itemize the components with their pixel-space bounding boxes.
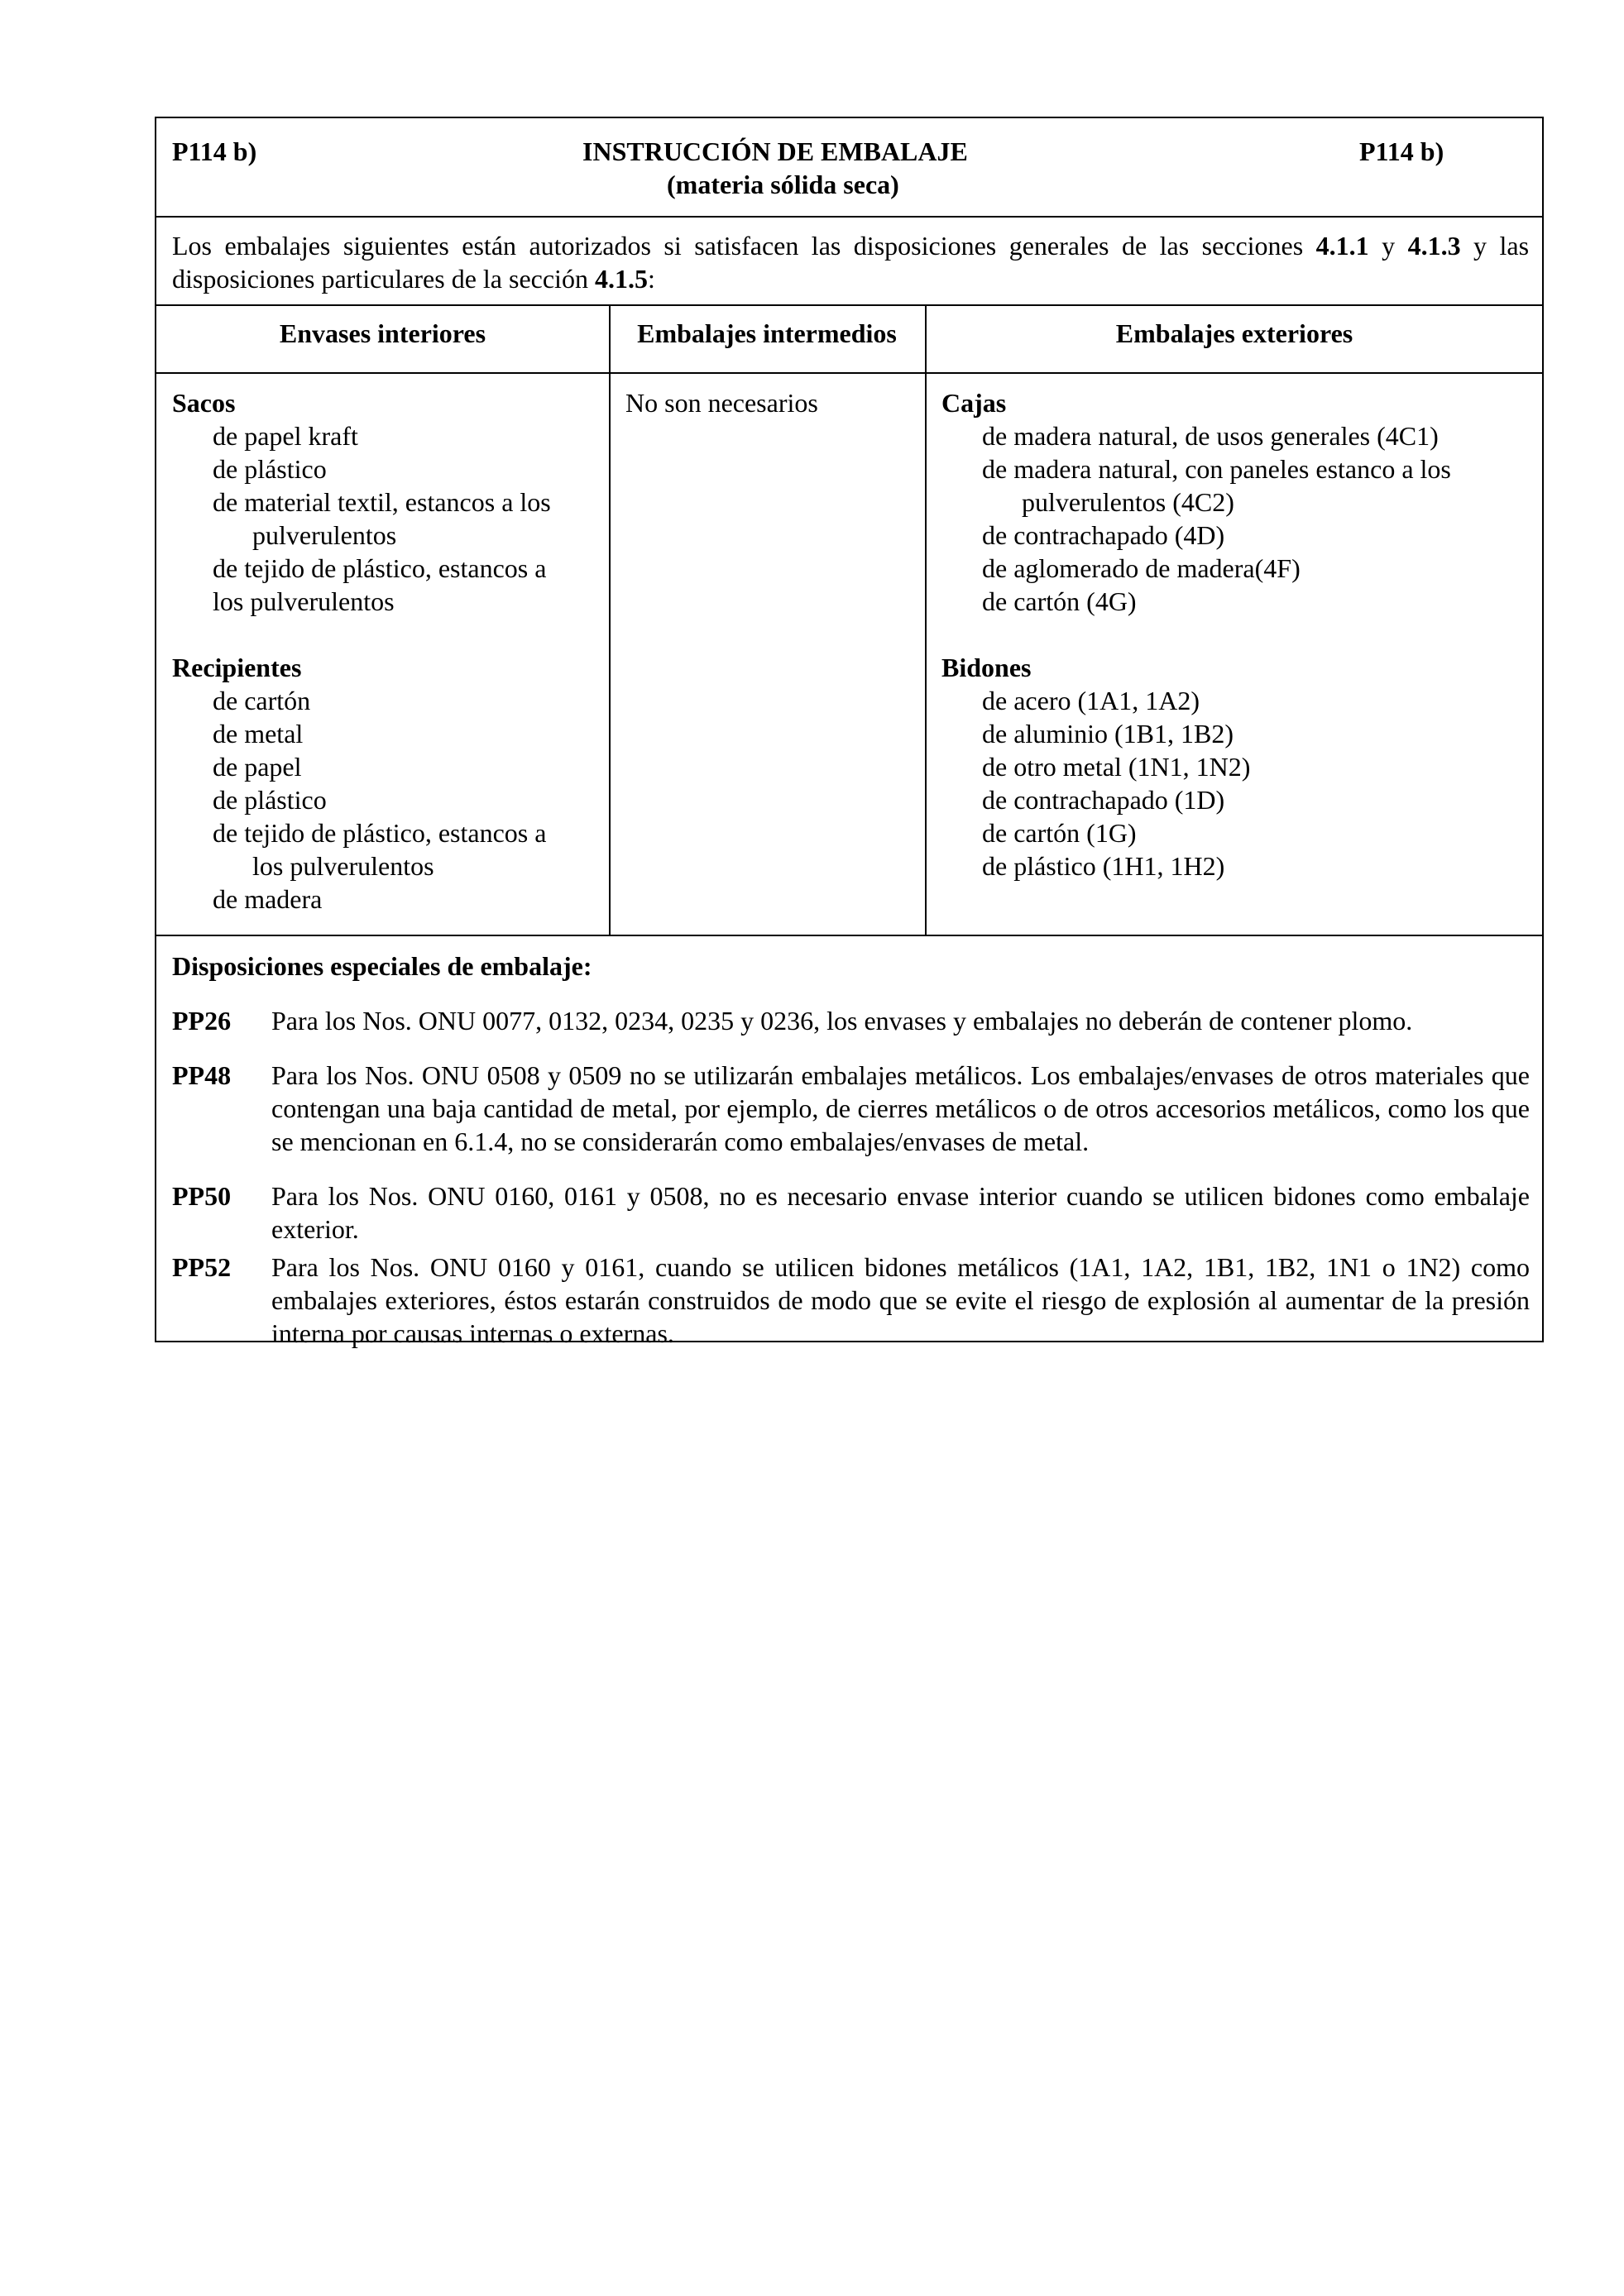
list-item: de papel xyxy=(213,752,302,782)
list-item: de plástico xyxy=(213,785,327,815)
intro-paragraph xyxy=(172,229,1529,295)
intro-text-1: Los embalajes siguientes están autorizados si satisfacen las disposiciones generales de las secciones xyxy=(172,231,1316,261)
list-item: pulverulentos (4C2) xyxy=(1022,487,1234,517)
provision-text-pp48: Para los Nos. ONU 0508 y 0509 no se utilizarán embalajes metálicos. Los embalajes/envases de otros materiales que contengan una baja cantidad de metal, por ejemplo, de cierres metálicos o de otros accesorios metálicos, como los que se mencionan en 6.1.4, no se considerarán como embalajes/envases de metal. xyxy=(271,1060,1530,1156)
list-item: de acero (1A1, 1A2) xyxy=(982,686,1200,715)
list-item: de madera natural, con paneles estanco a los xyxy=(982,454,1451,484)
list-item: de contrachapado (1D) xyxy=(982,785,1225,815)
provision-code-pp52: PP52 xyxy=(172,1252,232,1282)
instruction-subtitle: (materia sólida seca) xyxy=(667,170,899,199)
instruction-code-left: P114 b) xyxy=(172,136,257,166)
provision-code-pp48: PP48 xyxy=(172,1060,232,1090)
list-item: de contrachapado (4D) xyxy=(982,520,1225,550)
list-item: de plástico (1H1, 1H2) xyxy=(982,851,1225,881)
provision-text-pp50: Para los Nos. ONU 0160, 0161 y 0508, no es necesario envase interior cuando se utilicen bidones como embalaje exterior. xyxy=(271,1181,1530,1244)
list-item: de tejido de plástico, estancos a xyxy=(213,553,547,583)
list-item: de metal xyxy=(213,719,304,749)
column-header-outer: Embalajes exteriores xyxy=(1115,318,1353,348)
sacos-heading: Sacos xyxy=(172,388,236,418)
list-item: de aluminio (1B1, 1B2) xyxy=(982,719,1234,749)
provision-code-pp26: PP26 xyxy=(172,1006,232,1036)
rule-under-intro xyxy=(156,304,1542,306)
bidones-heading: Bidones xyxy=(941,653,1032,682)
list-item: de material textil, estancos a los xyxy=(213,487,551,517)
provision-code-pp50: PP50 xyxy=(172,1181,232,1211)
intro-ref-section-1: 4.1.1 xyxy=(1315,231,1369,261)
column-header-intermediate: Embalajes intermedios xyxy=(637,318,897,348)
rule-under-column-headers xyxy=(156,372,1542,374)
list-item: de cartón (1G) xyxy=(982,818,1137,848)
intro-text-2: y xyxy=(1368,231,1408,261)
intermediate-packagings-text: No son necesarios xyxy=(625,388,818,418)
provision-text-pp26: Para los Nos. ONU 0077, 0132, 0234, 0235 y 0236, los envases y embalajes no deberán de contener plomo. xyxy=(271,1006,1413,1036)
list-item: de madera xyxy=(213,884,323,914)
list-item: de tejido de plástico, estancos a xyxy=(213,818,547,848)
list-item: de madera natural, de usos generales (4C1) xyxy=(982,421,1439,451)
rule-under-packaging-lists xyxy=(156,935,1542,936)
list-item: de otro metal (1N1, 1N2) xyxy=(982,752,1251,782)
provision-text-pp52: Para los Nos. ONU 0160 y 0161, cuando se utilicen bidones metálicos (1A1, 1A2, 1B1, 1B2, 1N1 o 1N2) como embalajes exteriores, éstos estarán construidos de modo que se evite el riesgo de explosión al aumentar de la presión interna por causas internas o externas. xyxy=(271,1252,1530,1348)
list-item: de papel kraft xyxy=(213,421,358,451)
recipientes-heading: Recipientes xyxy=(172,653,302,682)
outer-packagings-list xyxy=(941,386,1451,883)
list-item: los pulverulentos xyxy=(252,851,434,881)
list-item: de plástico xyxy=(213,454,327,484)
cajas-heading: Cajas xyxy=(941,388,1007,418)
special-provisions-heading: Disposiciones especiales de embalaje: xyxy=(172,951,592,981)
list-item: de aglomerado de madera(4F) xyxy=(982,553,1301,583)
rule-under-header xyxy=(156,216,1542,218)
list-item: de cartón xyxy=(213,686,311,715)
list-item: los pulverulentos xyxy=(213,586,395,616)
packing-instruction-table xyxy=(155,117,1544,1348)
intro-text-3: y las disposiciones particulares de la sección xyxy=(172,231,1530,294)
instruction-code-right: P114 b) xyxy=(1359,136,1444,166)
intro-ref-section-2: 4.1.3 xyxy=(1407,231,1461,261)
list-item: de cartón (4G) xyxy=(982,586,1137,616)
list-item: pulverulentos xyxy=(252,520,397,550)
instruction-title: INSTRUCCIÓN DE EMBALAJE xyxy=(582,136,968,166)
inner-packagings-list xyxy=(172,386,551,916)
column-header-inner: Envases interiores xyxy=(279,318,486,348)
intro-text-4: : xyxy=(647,264,655,294)
column-divider-2 xyxy=(925,304,927,935)
intro-ref-section-3: 4.1.5 xyxy=(594,264,648,294)
column-divider-1 xyxy=(609,304,611,935)
